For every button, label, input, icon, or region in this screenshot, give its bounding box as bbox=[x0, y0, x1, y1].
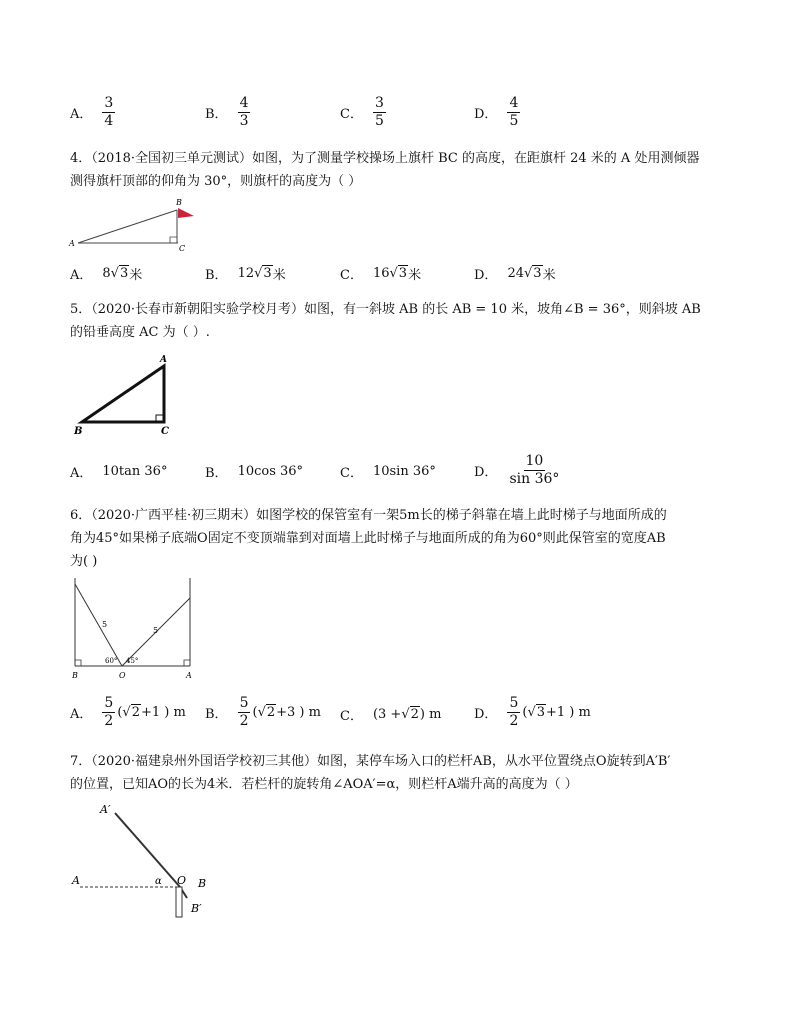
q3-option-a bbox=[70, 96, 115, 128]
option-letter: B． bbox=[205, 106, 228, 122]
fraction: $\frac{5}{2}$ bbox=[104, 695, 114, 729]
q4-question bbox=[70, 147, 720, 193]
q3-option-b bbox=[205, 96, 250, 128]
q3-option-d bbox=[474, 96, 520, 128]
q5-option-b: B． 10cos 36° bbox=[205, 464, 304, 481]
label-b-prime: B′ bbox=[191, 902, 202, 915]
question-line: 角为45°如果梯子底端O固定不变顶端靠到对面墙上此时梯子与地面所成的角为60°则此保管室的宽度AB bbox=[70, 531, 666, 546]
q6-option-d: D． $\frac{5}{2}$ ( √ 3 +1 ) m bbox=[474, 695, 591, 729]
question-line: 的位置，已知AO的长为4米．若栏杆的旋转角∠AOA′=α，则栏杆A端升高的高度为（ ） bbox=[70, 777, 578, 792]
label-b: B bbox=[74, 426, 83, 437]
option-letter: D． bbox=[474, 106, 498, 122]
label-angle-45: 45° bbox=[126, 657, 139, 665]
flag-icon bbox=[178, 208, 194, 218]
label-right-length: 5 bbox=[153, 626, 159, 635]
label-alpha: α bbox=[155, 876, 162, 887]
sqrt-sign: √ bbox=[389, 266, 398, 281]
q6-ladder-figure bbox=[64, 572, 204, 684]
label-a: A bbox=[186, 671, 192, 680]
q6-option-a: A． $\frac{5}{2}$ ( √ 2 +1 ) m bbox=[70, 695, 186, 729]
label-b: B bbox=[176, 198, 182, 207]
q6-option-c: C． (3 + √ 2 ) m bbox=[340, 707, 442, 724]
question-line: 6．（2020·广西平桂·初三期末）如图学校的保管室有一架5m长的梯子斜靠在墙上此时梯子与地面所成的 bbox=[70, 508, 667, 523]
q4-option-b: B． 12 √ 3 米 bbox=[205, 266, 286, 283]
q4-flagpole-figure bbox=[66, 196, 206, 252]
q5-slope-figure bbox=[70, 352, 180, 438]
q4-option-a: A． 8 √ 3 米 bbox=[70, 266, 143, 283]
question-line: 为( ) bbox=[70, 554, 98, 569]
question-line: 4．（2018·全国初三单元测试）如图，为了测量学校操场上旗杆 BC 的高度，在距旗杆 24 米的 A 处用测倾器 bbox=[70, 151, 700, 166]
q3-option-c bbox=[340, 96, 386, 128]
fraction: $\frac{3}{4}$ bbox=[104, 95, 114, 129]
fraction: $\frac{3}{5}$ bbox=[374, 95, 384, 129]
q7-question bbox=[70, 750, 720, 796]
fraction: $\frac{5}{2}$ bbox=[509, 695, 519, 729]
q6-option-b: B． $\frac{5}{2}$ ( √ 2 +3 ) m bbox=[205, 695, 321, 729]
sqrt-sign: √ bbox=[527, 704, 536, 720]
option-letter: A． bbox=[70, 106, 93, 122]
question-line: 5．（2020·长春市新朝阳实验学校月考）如图，有一斜坡 AB 的长 AB = 10 米，坡角∠B = 36°，则斜坡 AB bbox=[70, 302, 701, 317]
q5-option-a: A． 10tan 36° bbox=[70, 464, 168, 481]
label-o: O bbox=[119, 671, 126, 680]
label-angle-60: 60° bbox=[105, 657, 118, 665]
question-line: 测得旗杆顶部的仰角为 30°，则旗杆的高度为（ ） bbox=[70, 174, 362, 189]
label-left-length: 5 bbox=[102, 620, 108, 629]
q5-option-d: D． $\frac{10}{\sin 36^\circ}$ bbox=[474, 453, 560, 487]
label-a: A bbox=[160, 355, 167, 365]
q4-option-c: C． 16 √ 3 米 bbox=[340, 266, 422, 283]
barrier-post bbox=[176, 887, 182, 917]
q5-option-c: C． 10sin 36° bbox=[340, 464, 436, 481]
sqrt-sign: √ bbox=[254, 266, 263, 281]
fraction: $\frac{4}{5}$ bbox=[509, 95, 519, 129]
label-a: A bbox=[69, 239, 75, 248]
q5-question bbox=[70, 298, 720, 344]
option-letter: C． bbox=[340, 106, 363, 122]
label-a: A bbox=[72, 874, 80, 887]
label-c: C bbox=[161, 426, 169, 437]
question-line: 7．（2020·福建泉州外国语学校初三其他）如图，某停车场入口的栏杆AB，从水平位置绕点O旋转到A′B′ bbox=[70, 754, 671, 769]
label-o: O bbox=[177, 874, 187, 887]
sqrt-sign: √ bbox=[523, 266, 533, 281]
label-b: B bbox=[198, 877, 207, 890]
fraction: $\frac{4}{3}$ bbox=[239, 95, 249, 129]
q4-option-d: D． 24 √ 3 米 bbox=[474, 266, 556, 283]
label-a-prime: A′ bbox=[100, 803, 111, 816]
label-c: C bbox=[179, 244, 186, 252]
sqrt-sign: √ bbox=[401, 707, 410, 722]
sqrt-sign: √ bbox=[257, 704, 266, 720]
sqrt-sign: √ bbox=[110, 266, 119, 281]
fraction: $\frac{10}{\sin 36^\circ}$ bbox=[509, 453, 560, 487]
q6-question bbox=[70, 504, 720, 573]
fraction: $\frac{5}{2}$ bbox=[239, 695, 249, 729]
label-b: B bbox=[72, 671, 78, 680]
q7-barrier-figure bbox=[66, 796, 226, 924]
sqrt-sign: √ bbox=[122, 704, 131, 720]
question-line: 的铅垂高度 AC 为（ ）. bbox=[70, 325, 210, 340]
